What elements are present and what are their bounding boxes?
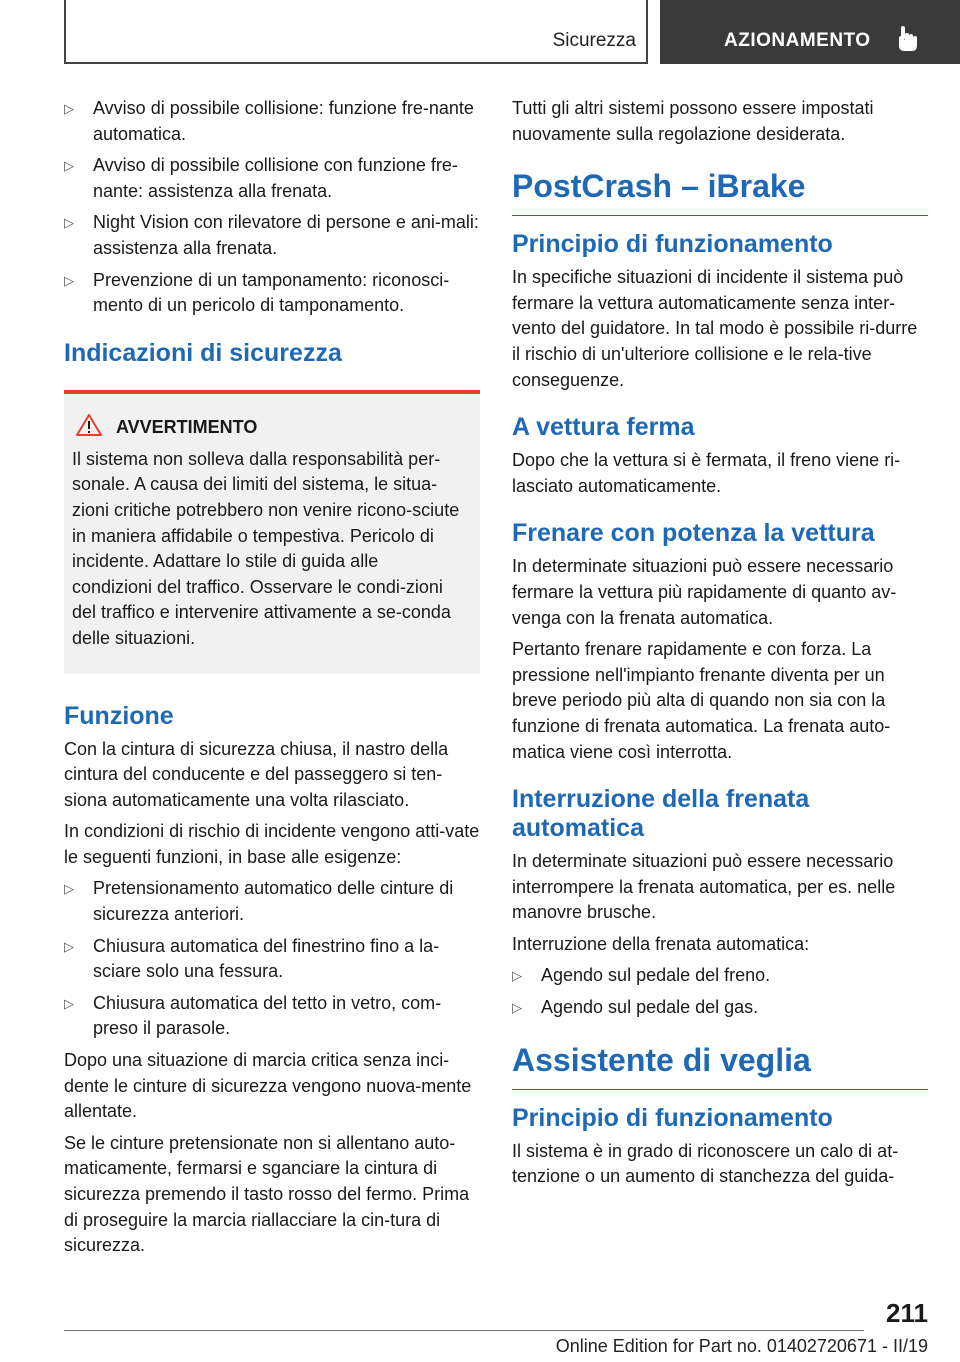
warning-title: AVVERTIMENTO [72,414,462,441]
list-item: ▷ Agendo sul pedale del freno. [512,963,928,989]
function-bullets [64,876,480,1042]
paragraph: Se le cinture pretensionate non si allentano auto-maticamente, fermarsi e sganciare la cintura di sicurezza premendo il tasto rosso del fermo. Prima di proseguire la marcia riallacciare la cin-tura di sicurezza. [64,1132,470,1256]
function-heading: Funzione [64,701,174,730]
footer-edition: Online Edition for Part no. 01402720671 - II/19 [555,1336,928,1356]
stopped-heading: A vettura ferma [512,413,695,442]
paragraph: In condizioni di rischio di incidente vengono atti-vate le seguenti funzioni, in base alle esigenze: [64,821,480,867]
bullet-triangle-icon: ▷ [64,995,74,1011]
paragraph: In specifiche situazioni di incidente il sistema può fermare la vettura automaticamente senza inter-vento del guidatore. In tal modo è possibile ri-durre il rischio di un'ulteriore collisione e le rela-tive conseguenze. [512,267,918,390]
bullet-triangle-icon: ▷ [64,881,74,897]
list-item: ▷ Night Vision con rilevatore di persone e ani-mali: assistenza alla frenata. [64,212,479,258]
bullet-triangle-icon: ▷ [64,272,74,288]
bullet-triangle-icon: ▷ [64,158,74,174]
paragraph: Dopo una situazione di marcia critica senza inci-dente le cinture di sicurezza vengono nuova-mente allentate. [64,1050,472,1122]
bullet-triangle-icon: ▷ [512,1000,522,1016]
list-item: ▷ Avviso di possibile collisione: funzione fre-nante automatica. [64,98,474,144]
paragraph: Dopo che la vettura si è fermata, il freno viene ri-lasciato automaticamente. [512,450,901,496]
bullet-triangle-icon: ▷ [512,968,522,984]
paragraph: In determinate situazioni può essere necessario interrompere la frenata automatica, per es. nelle manovre brusche. [512,851,896,923]
brake-heading: Frenare con potenza la vettura [512,519,875,548]
bullet-triangle-icon: ▷ [64,938,74,954]
list-item: ▷ Avviso di possibile collisione con funzione fre-nante: assistenza alla frenata. [64,155,458,201]
header-chapter-label: AZIONAMENTO [724,30,871,51]
interrupt-heading: Interruzione della frenata automatica [512,785,810,843]
paragraph: In determinate situazioni può essere necessario fermare la vettura più rapidamente di quanto av-venga con la frenata automatica. [512,556,897,628]
postcrash-heading: PostCrash – iBrake [512,167,928,216]
hand-pointer-icon [896,26,920,57]
list-item: ▷ Prevenzione di un tamponamento: riconosci-mento di un pericolo di tamponamento. [64,269,450,316]
safety-heading: Indicazioni di sicurezza [64,338,342,367]
paragraph: Il sistema è in grado di riconoscere un calo di at-tenzione o un aumento di stanchezza del guida- [512,1140,899,1187]
bullet-triangle-icon: ▷ [64,215,74,231]
list-item: ▷ Chiusura automatica del finestrino fino a la-sciare solo una fessura. [64,935,440,982]
left-column [64,96,480,1265]
list-item: ▷ Pretensionamento automatico delle cinture di sicurezza anteriori. [64,878,454,925]
paragraph: Tutti gli altri sistemi possono essere impostati nuovamente sulla regolazione desiderata. [512,98,874,144]
paragraph: Pertanto frenare rapidamente e con forza. La pressione nell'impianto frenante diventa per un breve periodo più alta di quando non sia con la funzione di frenata automatica. La frenata auto-matica viene così interrotta. [512,639,891,762]
footer-divider [64,1330,864,1331]
bullets-top [64,96,480,319]
header-left-box [64,0,648,64]
attention-heading: Assistente di veglia [512,1041,928,1090]
right-column [512,96,928,1196]
list-item: ▷ Agendo sul pedale del gas. [512,995,928,1021]
paragraph: Con la cintura di sicurezza chiusa, il nastro della cintura del conducente e del passeggero si ten-siona automaticamente una volta rilasciato. [64,738,449,810]
header-chapter-tab [660,0,960,64]
page-number: 211 [886,1298,928,1328]
warning-box [64,390,480,674]
principle-heading: Principio di funzionamento [512,230,833,259]
list-item: ▷ Chiusura automatica del tetto in vetro, com-preso il parasole. [64,992,442,1039]
attention-principle-heading: Principio di funzionamento [512,1103,833,1132]
warning-text: Il sistema non solleva dalla responsabilità per-sonale. A causa dei limiti del sistema, le situa-zioni critiche potrebbero non venire ricono-sciute in maniera affidabile o tempestiva. Pericolo di incidente. Adattare lo stile di guida alle condizioni del traffico. Osservare le condi-zioni del traffico e intervenire attivamente a se-conda delle situazioni. [72,448,460,648]
header-section-title: Sicurezza [552,30,636,51]
bullet-triangle-icon: ▷ [64,101,74,116]
paragraph: Interruzione della frenata automatica: [512,933,810,954]
warning-triangle-icon [76,414,102,441]
interrupt-bullets [512,963,928,1020]
